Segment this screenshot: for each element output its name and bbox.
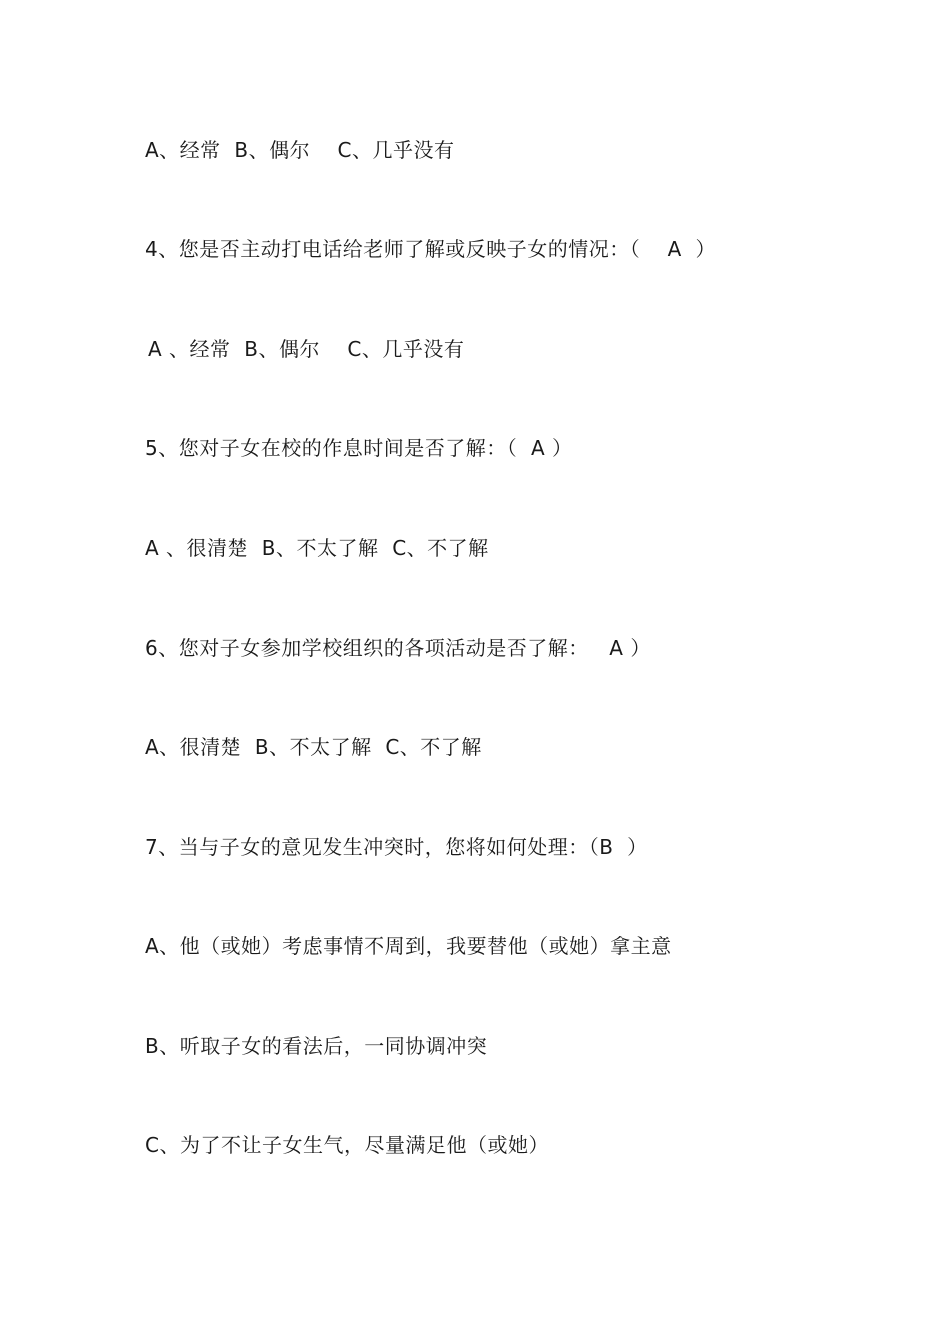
q7-option-a: A、他（或她）考虑事情不周到，我要替他（或她）拿主意 bbox=[145, 934, 672, 958]
question-7: 7、当与子女的意见发生冲突时，您将如何处理：（B ） bbox=[145, 835, 648, 859]
question-6: 6、您对子女参加学校组织的各项活动是否了解： A ） bbox=[145, 636, 651, 660]
question-4: 4、您是否主动打电话给老师了解或反映子女的情况：（ A ） bbox=[145, 237, 717, 261]
q7-option-b: B、听取子女的看法后，一同协调冲突 bbox=[145, 1034, 488, 1058]
q7-option-c: C、为了不让子女生气，尽量满足他（或她） bbox=[145, 1133, 549, 1157]
q5-options: A 、很清楚 B、不太了解 C、不了解 bbox=[145, 536, 489, 560]
q3-options: A、经常 B、偶尔 C、几乎没有 bbox=[145, 138, 455, 162]
q4-options: A 、经常 B、偶尔 C、几乎没有 bbox=[148, 337, 465, 361]
q6-options: A、很清楚 B、不太了解 C、不了解 bbox=[145, 735, 482, 759]
question-5: 5、您对子女在校的作息时间是否了解：（ A ） bbox=[145, 436, 573, 460]
